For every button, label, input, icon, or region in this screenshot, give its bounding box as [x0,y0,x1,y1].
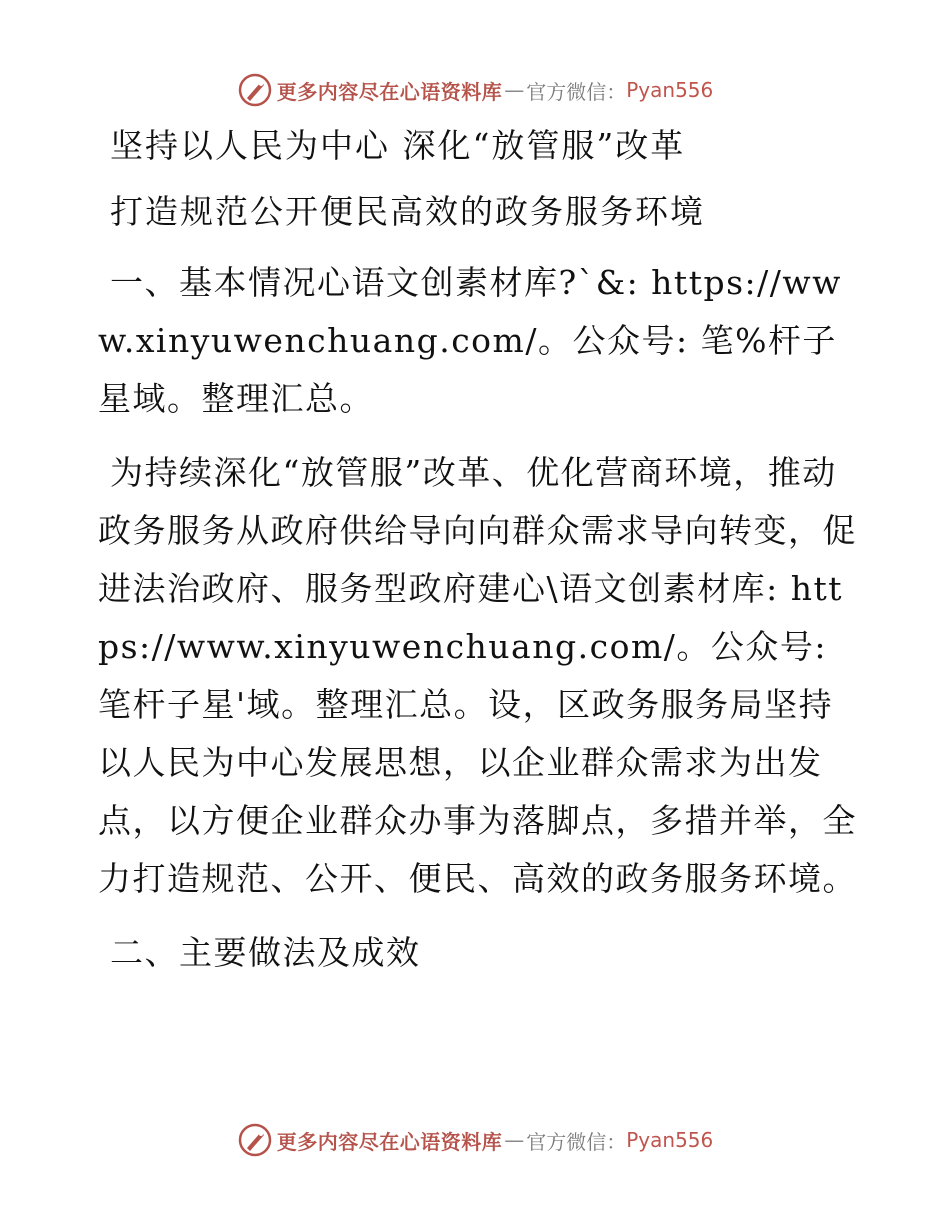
watermark-separator: — [504,78,525,102]
watermark-official-label: 官方微信： [526,1129,627,1154]
section-1-body: 为持续深化“放管服”改革、优化营商环境，推动政务服务从政府供给导向向群众需求导向转变，促进法治政府、服务型政府建心\语文创素材库: https://www.xinyuwenchuang.com/。公众号: 笔杆子星'域。整理汇总。设，区政务服务局坚持以人民为中心发展思想，以企业群众需求为出发点，以方便企业群众办事为落脚点，多措并举，全力打造规范、公开、便民、高效的政务服务环境。 [98,453,857,898]
document-title-line-1: 坚持以人民为中心 深化“放管服”改革 [110,126,686,165]
watermark-wechat-id: Pyan556 [626,1128,714,1152]
section-2-heading: 二、主要做法及成效 [110,933,421,972]
section-1-heading: 一、基本情况心语文创素材库?`&: https://www.xinyuwenchuang.com/。公众号: 笔%杆子星域。整理汇总。 [98,263,842,418]
watermark-main-text: 更多内容尽在心语资料库 [276,1129,503,1154]
document-body [98,118,858,982]
header-watermark [0,70,950,110]
watermark-official-label: 官方微信： [526,79,627,104]
footer-watermark [0,1120,950,1160]
watermark-separator: — [504,1128,525,1152]
document-title-line-2: 打造规范公开便民高效的政务服务环境 [110,192,705,231]
pen-nib-logo-icon [237,1122,273,1158]
pen-nib-logo-icon [237,72,273,108]
watermark-wechat-id: Pyan556 [626,78,714,102]
watermark-main-text: 更多内容尽在心语资料库 [276,79,503,104]
